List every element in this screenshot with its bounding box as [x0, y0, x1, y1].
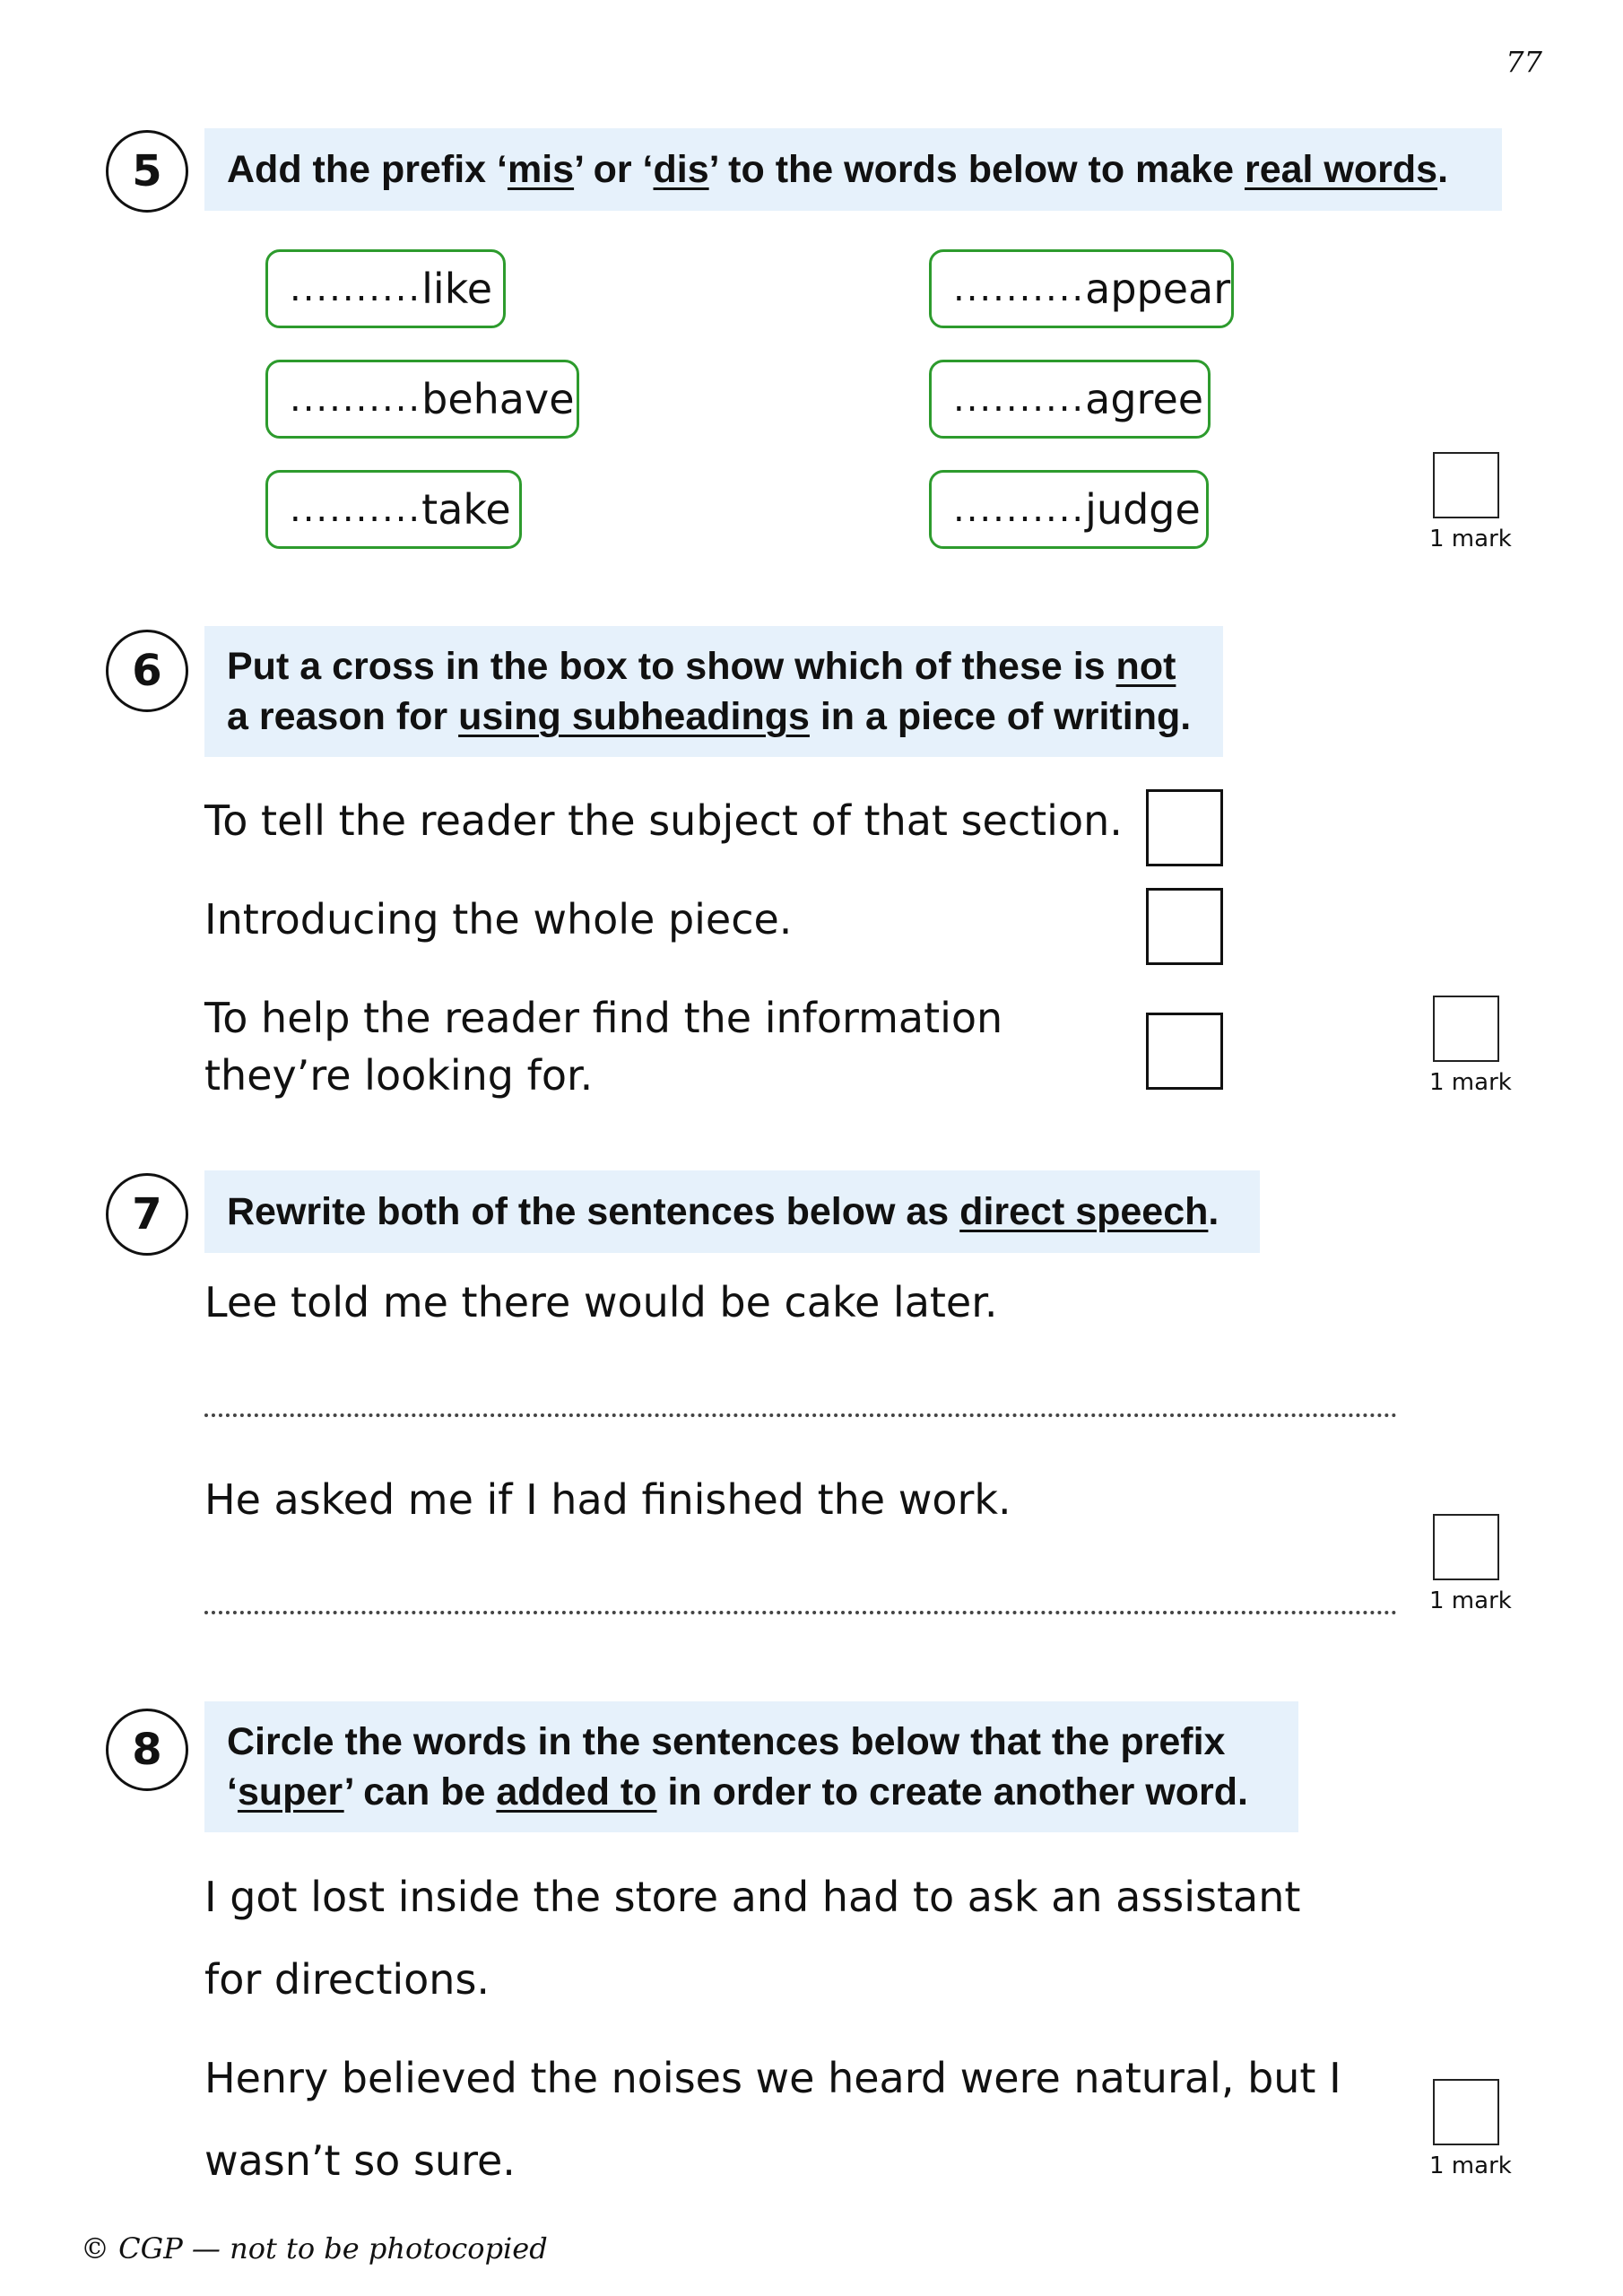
question-7-mark-box — [1433, 1514, 1499, 1580]
sentence-line[interactable]: for directions. — [204, 1955, 490, 2004]
option-find-information-line-2: they’re looking for. — [204, 1051, 594, 1100]
option-find-information-line-1: To help the reader find the information — [204, 994, 1003, 1042]
blank-dots: .......... — [290, 268, 422, 309]
question-8-instruction — [204, 1701, 1298, 1832]
answer-line-1[interactable] — [204, 1413, 1397, 1417]
question-8-number: 8 — [106, 1709, 188, 1791]
instruction-line: Circle the words in the sentences below that the prefix — [227, 1720, 1226, 1763]
question-7-mark-label: 1 mark — [1429, 1587, 1512, 1614]
prefix-blank-take[interactable] — [265, 470, 522, 549]
question-7-number: 7 — [106, 1173, 188, 1256]
prefix-blank-like[interactable] — [265, 249, 506, 328]
option-3-checkbox[interactable] — [1146, 1013, 1223, 1090]
question-5-mark-box — [1433, 452, 1499, 518]
instruction-line: a reason for using subheadings in a piece of writing. — [227, 695, 1192, 738]
option-2-checkbox[interactable] — [1146, 888, 1223, 965]
base-word: take — [421, 485, 511, 534]
base-word: agree — [1085, 375, 1204, 423]
question-5-instruction-line: Add the prefix ‘mis’ or ‘dis’ to the words below to make real words. — [227, 148, 1449, 191]
question-6-mark-label: 1 mark — [1429, 1069, 1512, 1096]
question-8-mark-box — [1433, 2079, 1499, 2145]
answer-line-2[interactable] — [204, 1611, 1397, 1614]
sentence-lee-cake: Lee told me there would be cake later. — [204, 1278, 998, 1326]
instruction-line: ‘super’ can be added to in order to create another word. — [227, 1770, 1248, 1813]
instruction-line: Rewrite both of the sentences below as direct speech. — [227, 1190, 1219, 1233]
question-8-mark-label: 1 mark — [1429, 2152, 1512, 2179]
prefix-blank-judge[interactable] — [929, 470, 1209, 549]
question-7-instruction — [204, 1170, 1260, 1253]
sentence-line[interactable]: I got lost inside the store and had to ask an assistant — [204, 1873, 1301, 1921]
question-6-number: 6 — [106, 630, 188, 712]
question-6-instruction — [204, 626, 1223, 757]
base-word: like — [421, 265, 493, 313]
prefix-blank-behave[interactable] — [265, 360, 579, 439]
base-word: judge — [1085, 485, 1201, 534]
option-1-checkbox[interactable] — [1146, 789, 1223, 866]
blank-dots: .......... — [953, 489, 1086, 530]
option-subject-of-section: To tell the reader the subject of that section. — [204, 796, 1123, 845]
base-word: appear — [1085, 265, 1231, 313]
sentence-line[interactable]: Henry believed the noises we heard were natural, but I — [204, 2054, 1341, 2102]
question-5-instruction — [204, 128, 1502, 211]
instruction-line: Put a cross in the box to show which of these is not — [227, 645, 1176, 688]
blank-dots: .......... — [953, 378, 1086, 420]
blank-dots: .......... — [953, 268, 1086, 309]
page-number: 77 — [1506, 45, 1542, 79]
option-introducing-piece: Introducing the whole piece. — [204, 895, 793, 944]
sentence-finished-work: He asked me if I had finished the work. — [204, 1475, 1011, 1524]
copyright-footer: © CGP — not to be photocopied — [81, 2231, 548, 2266]
blank-dots: .......... — [290, 489, 422, 530]
prefix-blank-appear[interactable] — [929, 249, 1234, 328]
prefix-blank-agree[interactable] — [929, 360, 1211, 439]
question-5-mark-label: 1 mark — [1429, 526, 1512, 552]
blank-dots: .......... — [290, 378, 422, 420]
base-word: behave — [421, 375, 575, 423]
question-6-mark-box — [1433, 996, 1499, 1062]
question-5-number: 5 — [106, 130, 188, 213]
sentence-line[interactable]: wasn’t so sure. — [204, 2136, 516, 2185]
